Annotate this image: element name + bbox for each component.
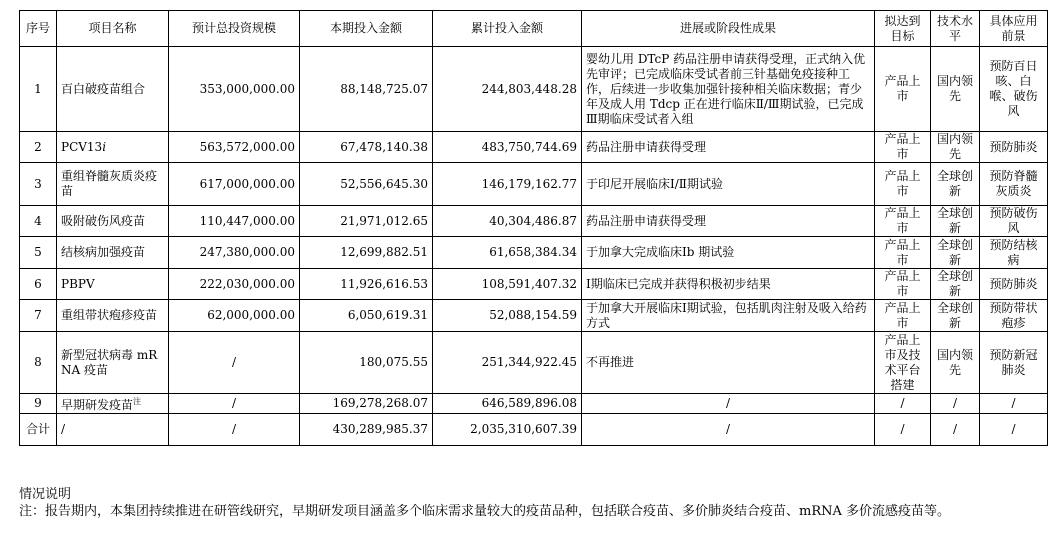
cell-seq: 9 [20,394,57,414]
table-row [20,269,1048,300]
cell-current: 52,556,645.30 [300,163,433,206]
cell-cumulative: 646,589,896.08 [433,394,582,414]
cell-prospect: / [980,414,1048,446]
cell-seq: 7 [20,300,57,332]
cell-tech: 全球创新 [931,300,980,332]
cell-goal: 产品上市 [875,237,931,269]
cell-total: 563,572,000.00 [169,132,300,163]
cell-name: 重组带状疱疹疫苗 [57,300,169,332]
cell-goal: 产品上市及技术平台搭建 [875,332,931,394]
cell-tech: 全球创新 [931,163,980,206]
cell-current: 11,926,616.53 [300,269,433,300]
cell-tech: / [931,394,980,414]
cell-goal: 产品上市 [875,47,931,132]
cell-seq: 6 [20,269,57,300]
cell-tech: 全球创新 [931,237,980,269]
cell-seq: 8 [20,332,57,394]
cell-tech: / [931,414,980,446]
cell-current: 180,075.55 [300,332,433,394]
header-name: 项目名称 [57,11,169,47]
cell-total: 110,447,000.00 [169,206,300,237]
header-goal: 拟达到目标 [875,11,931,47]
cell-cumulative: 251,344,922.45 [433,332,582,394]
cell-prospect: 预防结核病 [980,237,1048,269]
cell-name-suffix: i [102,139,107,154]
cell-name: 新型冠状病毒 mRNA 疫苗 [57,332,169,394]
table-row [20,47,1048,132]
cell-progress: Ⅰ期临床已完成并获得积极初步结果 [582,269,875,300]
cell-progress: / [582,394,875,414]
total-row [20,414,1048,446]
cell-progress: 于加拿大完成临床Ⅰb 期试验 [582,237,875,269]
cell-tech: 全球创新 [931,206,980,237]
cell-total: / [169,332,300,394]
cell-progress: 于印尼开展临床Ⅰ/Ⅱ期试验 [582,163,875,206]
cell-progress: / [582,414,875,446]
cell-cumulative: 483,750,744.69 [433,132,582,163]
cell-goal: 产品上市 [875,163,931,206]
cell-current: 169,278,268.07 [300,394,433,414]
header-prospect: 具体应用前景 [980,11,1048,47]
cell-prospect: 预防带状疱疹 [980,300,1048,332]
cell-goal: 产品上市 [875,132,931,163]
cell-goal: 产品上市 [875,206,931,237]
cell-cumulative: 244,803,448.28 [433,47,582,132]
cell-total: 247,380,000.00 [169,237,300,269]
cell-seq: 3 [20,163,57,206]
cell-goal: / [875,414,931,446]
cell-seq: 合计 [20,414,57,446]
table-row [20,237,1048,269]
cell-goal: / [875,394,931,414]
cell-prospect: 预防肺炎 [980,132,1048,163]
notes-section [19,486,1049,520]
header-seq: 序号 [20,11,57,47]
cell-seq: 1 [20,47,57,132]
cell-goal: 产品上市 [875,300,931,332]
cell-tech: 国内领先 [931,47,980,132]
cell-cumulative: 52,088,154.59 [433,300,582,332]
header-tech: 技术水平 [931,11,980,47]
cell-cumulative: 146,179,162.77 [433,163,582,206]
cell-name [57,132,169,163]
cell-prospect: 预防脊髓灰质炎 [980,163,1048,206]
cell-cumulative: 108,591,407.32 [433,269,582,300]
cell-cumulative: 61,658,384.34 [433,237,582,269]
header-current: 本期投入金额 [300,11,433,47]
cell-seq: 5 [20,237,57,269]
cell-progress: 不再推进 [582,332,875,394]
cell-total: 617,000,000.00 [169,163,300,206]
cell-name-text: PCV13 [61,139,103,154]
header-progress: 进展或阶段性成果 [582,11,875,47]
cell-prospect: / [980,394,1048,414]
cell-progress: 于加拿大开展临床Ⅰ期试验，包括肌肉注射及吸入给药方式 [582,300,875,332]
cell-seq: 4 [20,206,57,237]
cell-name: 重组脊髓灰质炎疫苗 [57,163,169,206]
cell-current: 88,148,725.07 [300,47,433,132]
header-cumulative: 累计投入金额 [433,11,582,47]
table-row [20,163,1048,206]
cell-current: 67,478,140.38 [300,132,433,163]
cell-tech: 全球创新 [931,269,980,300]
table-row [20,394,1048,414]
cell-progress: 药品注册申请获得受理 [582,132,875,163]
cell-prospect: 预防百日咳、白喉、破伤风 [980,47,1048,132]
cell-seq: 2 [20,132,57,163]
cell-total: 353,000,000.00 [169,47,300,132]
cell-tech: 国内领先 [931,332,980,394]
cell-total: / [169,414,300,446]
notes-heading: 情况说明 [19,487,72,502]
table-row [20,332,1048,394]
cell-name: 百白破疫苗组合 [57,47,169,132]
cell-total: 222,030,000.00 [169,269,300,300]
cell-prospect: 预防肺炎 [980,269,1048,300]
cell-name: / [57,414,169,446]
cell-name: 结核病加强疫苗 [57,237,169,269]
cell-current: 21,971,012.65 [300,206,433,237]
table-row [20,300,1048,332]
cell-prospect: 预防新冠肺炎 [980,332,1048,394]
cell-name: 吸附破伤风疫苗 [57,206,169,237]
cell-cumulative: 40,304,486.87 [433,206,582,237]
cell-progress: 药品注册申请获得受理 [582,206,875,237]
cell-name-text: 早期研发疫苗 [61,398,134,412]
cell-progress: 婴幼儿用 DTcP 药品注册申请获得受理，正式纳入优先审评；已完成临床受试者前三针基础免疫接种工作，后续进一步收集加强针接种相关临床数据；青少年及成人用 Tdcp 正在进行临床Ⅱ/Ⅲ期试验，已完成Ⅲ期临床受试者入组 [582,47,875,132]
cell-current: 6,050,619.31 [300,300,433,332]
cell-name [57,394,169,414]
cell-prospect: 预防破伤风 [980,206,1048,237]
cell-name-note-mark: 注 [133,397,142,406]
notes-text: 注：报告期内，本集团持续推进在研管线研究，早期研发项目涵盖多个临床需求量较大的疫苗品种，包括联合疫苗、多价肺炎结合疫苗、mRNA 多价流感疫苗等。 [19,504,951,519]
rd-projects-table [19,10,1048,446]
header-total: 预计总投资规模 [169,11,300,47]
cell-tech: 国内领先 [931,132,980,163]
cell-goal: 产品上市 [875,269,931,300]
cell-total: / [169,394,300,414]
table-row [20,132,1048,163]
table-row [20,206,1048,237]
cell-current: 430,289,985.37 [300,414,433,446]
cell-total: 62,000,000.00 [169,300,300,332]
table-header-row [20,11,1048,47]
cell-current: 12,699,882.51 [300,237,433,269]
cell-name: PBPV [57,269,169,300]
cell-cumulative: 2,035,310,607.39 [433,414,582,446]
